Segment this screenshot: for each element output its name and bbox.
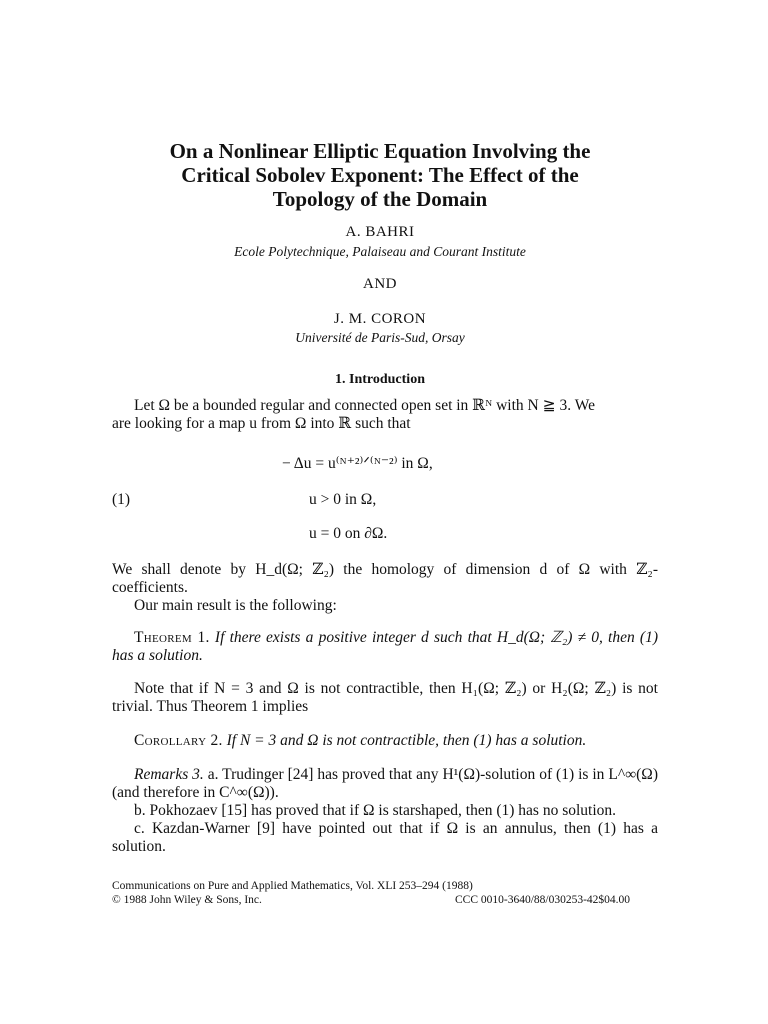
remark-a-text: a. Trudinger [24] has proved that any H¹(Ω)-solution of (1) is in L^∞(Ω) (and therefore in C^∞(Ω)). <box>112 766 658 801</box>
equation-number: (1) <box>112 491 131 508</box>
title-line-3: Topology of the Domain <box>272 187 488 211</box>
footer-journal: Communications on Pure and Applied Mathematics, Vol. XLI 253–294 (1988) <box>112 880 473 892</box>
corollary-label: Corollary 2. <box>134 732 223 749</box>
main-result-text: Our main result is the following: <box>134 597 337 614</box>
and-separator: AND <box>363 276 397 292</box>
footer-copyright: © 1988 John Wiley & Sons, Inc. <box>112 894 262 906</box>
remark-b: b. Pokhozaev [15] has proved that if Ω is starshaped, then (1) has no solution. <box>134 802 617 819</box>
title-line-1: On a Nonlinear Elliptic Equation Involving the <box>169 139 591 163</box>
corollary-2 <box>112 732 658 750</box>
theorem-label: Theorem 1. <box>134 629 210 646</box>
note-paragraph <box>112 680 658 716</box>
title-line-2: Critical Sobolev Exponent: The Effect of the <box>181 163 579 187</box>
remark-c: c. Kazdan-Warner [9] have pointed out that if Ω is an annulus, then (1) has a solution. <box>112 820 658 855</box>
homology-text: We shall denote by H_d(Ω; ℤ₂) the homology of dimension d of Ω with ℤ₂-coefficients. <box>112 561 658 596</box>
author-coron: J. M. CORON <box>333 311 427 327</box>
section-heading: 1. Introduction <box>335 372 425 387</box>
remarks-3 <box>112 766 658 856</box>
paper-title <box>110 139 650 211</box>
remarks-label: Remarks 3. <box>134 766 204 783</box>
intro-paragraph <box>112 397 658 433</box>
equation-line-1: − Δu = u⁽ᴺ⁺²⁾ᐟ⁽ᴺ⁻²⁾ in Ω, <box>282 455 433 472</box>
footer-ccc: CCC 0010-3640/88/030253-42$04.00 <box>455 894 631 906</box>
theorem-1 <box>112 629 658 665</box>
equation-line-3: u = 0 on ∂Ω. <box>309 525 388 542</box>
affiliation-bahri: Ecole Polytechnique, Palaiseau and Courant Institute <box>234 244 526 259</box>
theorem-text: If there exists a positive integer d such that H_d(Ω; ℤ₂) ≠ 0, then (1) has a solution. <box>112 629 659 664</box>
remark-a <box>112 766 658 802</box>
author-bahri: A. BAHRI <box>345 224 415 240</box>
note-text: Note that if N = 3 and Ω is not contractible, then H₁(Ω; ℤ₂) or H₂(Ω; ℤ₂) is not trivial. Thus Theorem 1 implies <box>112 680 658 715</box>
intro-line-1: Let Ω be a bounded regular and connected open set in ℝᴺ with N ≧ 3. We <box>134 397 595 414</box>
intro-line-2: are looking for a map u from Ω into ℝ such that <box>112 415 411 432</box>
equation-line-2: u > 0 in Ω, <box>309 491 377 508</box>
corollary-text: If N = 3 and Ω is not contractible, then (1) has a solution. <box>226 732 587 749</box>
affiliation-coron: Université de Paris-Sud, Orsay <box>295 330 465 345</box>
homology-paragraph <box>112 561 658 615</box>
